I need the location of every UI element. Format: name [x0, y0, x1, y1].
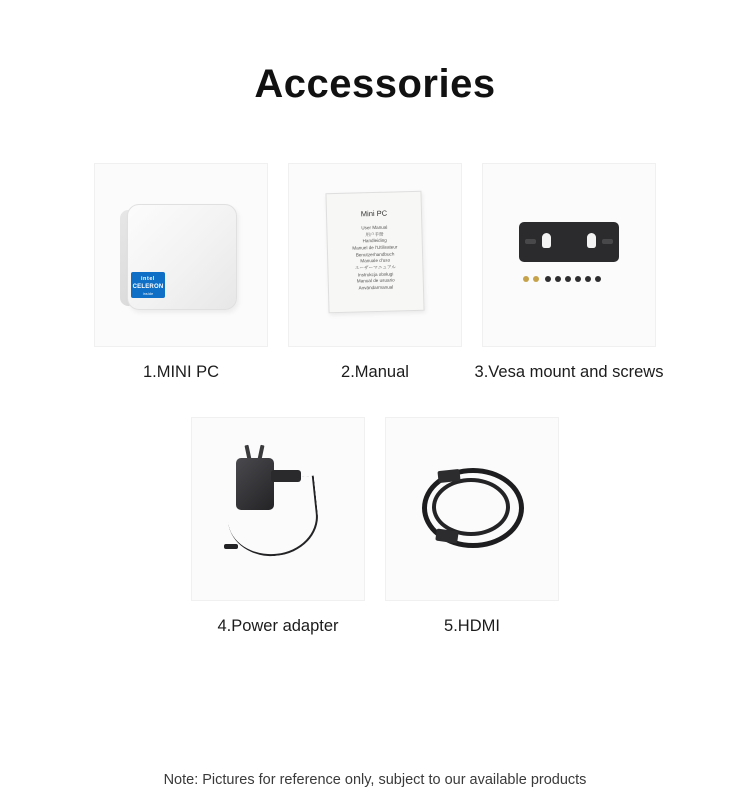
manual-line-text: Benutzerhandbuch — [355, 251, 395, 258]
manual-line-text: Manual de usuario — [356, 277, 395, 284]
vesa-slot-shape — [525, 239, 536, 244]
manual-line-text: Manuel de l'Utilisateur — [352, 244, 398, 251]
vesa-mount-thumbnail — [482, 163, 656, 347]
screw-icon — [523, 276, 529, 282]
mini-pc-thumbnail — [94, 163, 268, 347]
accessory-item-power-adapter — [192, 417, 364, 636]
badge-line1-text: CELERON — [132, 283, 164, 290]
accessory-caption: 5.HDMI — [444, 617, 500, 635]
accessory-caption: 2.Manual — [341, 363, 409, 381]
manual-booklet-icon — [325, 191, 424, 313]
accessories-row-one — [0, 163, 750, 382]
accessory-item-hdmi — [386, 417, 558, 636]
manual-line-text: Manuale d'uso — [360, 257, 391, 264]
screw-icon — [545, 276, 551, 282]
badge-brand-text: intel — [140, 276, 156, 282]
vesa-plate-icon — [519, 222, 619, 262]
accessory-caption: 1.MINI PC — [142, 363, 220, 381]
power-adapter-thumbnail — [191, 417, 365, 601]
disclaimer-note: Note: Pictures for reference only, subject to our available products — [163, 772, 587, 788]
screw-icon — [533, 276, 539, 282]
accessory-item-manual — [289, 163, 461, 382]
screw-icon — [595, 276, 601, 282]
manual-thumbnail — [288, 163, 462, 347]
accessory-caption: 4.Power adapter — [217, 617, 339, 635]
badge-line2-text: inside — [142, 292, 154, 297]
screw-icon — [555, 276, 561, 282]
hdmi-thumbnail — [385, 417, 559, 601]
vesa-slot-shape — [602, 239, 613, 244]
manual-line-text: Användarmanual — [358, 284, 394, 291]
adapter-cord-shape — [224, 476, 321, 561]
intel-celeron-badge-icon — [131, 272, 165, 298]
screw-icon — [565, 276, 571, 282]
screw-icon — [585, 276, 591, 282]
manual-line-text: Instrukcja obsługi — [357, 271, 394, 278]
accessory-caption: 3.Vesa mount and screws — [474, 363, 664, 381]
accessories-page — [0, 62, 750, 812]
accessory-item-vesa-mount — [474, 163, 664, 382]
hdmi-cable-inner-loop-shape — [432, 478, 510, 536]
vesa-keyhole-shape — [587, 233, 596, 248]
hdmi-plug-shape — [437, 469, 460, 483]
manual-line-text: ユーザーマニュアル — [354, 264, 397, 271]
accessories-row-two — [0, 417, 750, 636]
accessory-item-mini-pc — [95, 163, 267, 382]
manual-title-text: Mini PC — [360, 208, 388, 219]
manual-line-text: User Manual — [361, 224, 388, 231]
manual-line-text: Handleiding — [362, 237, 387, 244]
adapter-tip-shape — [224, 544, 238, 549]
manual-line-text: 用户手册 — [365, 231, 384, 237]
vesa-keyhole-shape — [542, 233, 551, 248]
screw-icon — [575, 276, 581, 282]
hdmi-plug-shape — [435, 529, 458, 544]
page-title: Accessories — [254, 62, 496, 106]
